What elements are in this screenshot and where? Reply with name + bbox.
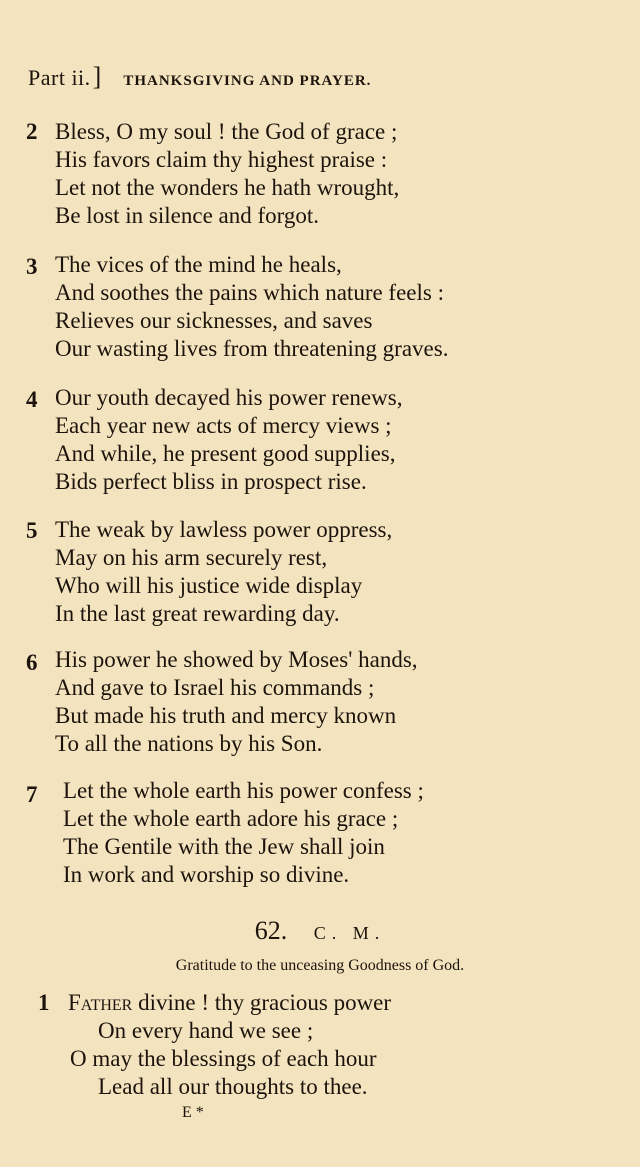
signature-mark: E * <box>182 1104 204 1121</box>
verse-line: And soothes the pains which nature feels : <box>55 280 444 305</box>
verse-line: Relieves our sicknesses, and saves <box>55 308 373 333</box>
verse-line: The vices of the mind he heals, <box>55 252 342 277</box>
verse-line: Let the whole earth his power confess ; <box>63 778 424 803</box>
verse-line: In work and worship so divine. <box>63 862 350 887</box>
verse-line: Our wasting lives from threatening graves. <box>55 336 449 361</box>
verse-line: The Gentile with the Jew shall join <box>63 834 385 859</box>
stanza-number: 7 <box>26 782 38 807</box>
verse-line: His favors claim thy highest praise : <box>55 147 388 172</box>
stanza-number: 5 <box>26 518 38 543</box>
hymn-number: 62. <box>254 916 288 945</box>
verse-line: His power he showed by Moses' hands, <box>55 647 418 672</box>
stanza-number: 3 <box>26 254 38 279</box>
verse-line: The weak by lawless power oppress, <box>55 517 393 542</box>
verse-line: O may the blessings of each hour <box>70 1046 377 1071</box>
hymn-subtitle: Gratitude to the unceasing Goodness of God. <box>175 957 465 974</box>
verse-line: In the last great rewarding day. <box>55 601 340 626</box>
hymn-meter: C. M. <box>313 923 386 943</box>
verse-line: Be lost in silence and forgot. <box>55 203 320 228</box>
verse-line: May on his arm securely rest, <box>55 545 328 570</box>
stanza-number: 6 <box>26 650 38 675</box>
verse-line: Bless, O my soul ! the God of grace ; <box>55 119 398 144</box>
stanza-number: 1 <box>38 990 50 1015</box>
verse-line: Let not the wonders he hath wrought, <box>55 175 400 200</box>
verse-first-word: Father <box>68 990 133 1015</box>
verse-line: Bids perfect bliss in prospect rise. <box>55 469 367 494</box>
stanza-number: 4 <box>26 387 38 412</box>
header-bracket: ] <box>92 62 102 91</box>
verse-line: On every hand we see ; <box>98 1018 314 1043</box>
verse-line: Our youth decayed his power renews, <box>55 385 403 410</box>
verse-line: Let the whole earth adore his grace ; <box>63 806 399 831</box>
verse-line-rest: divine ! thy gracious power <box>132 990 392 1015</box>
header-part: Part ii. <box>28 65 91 90</box>
verse-line: But made his truth and mercy known <box>55 703 397 728</box>
running-header <box>28 62 371 92</box>
header-title: THANKSGIVING AND PRAYER. <box>123 73 372 89</box>
stanza-number: 2 <box>26 119 38 144</box>
verse-line: And while, he present good supplies, <box>55 441 396 466</box>
verse-line: Who will his justice wide display <box>55 573 363 598</box>
hymn-heading <box>0 916 640 946</box>
verse-line: To all the nations by his Son. <box>55 731 323 756</box>
verse-line: Lead all our thoughts to thee. <box>98 1074 368 1099</box>
verse-line: And gave to Israel his commands ; <box>55 675 375 700</box>
verse-line <box>68 989 391 1017</box>
verse-line: Each year new acts of mercy views ; <box>55 413 392 438</box>
